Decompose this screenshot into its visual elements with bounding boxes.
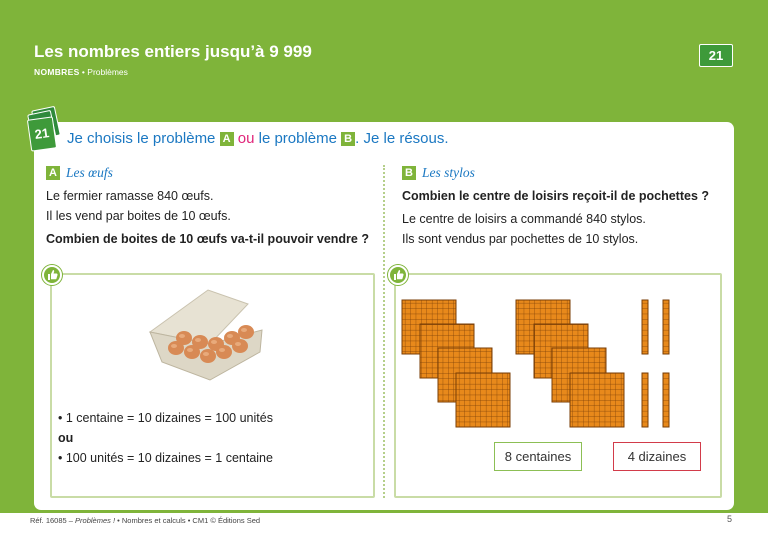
hint-or: ou bbox=[58, 431, 74, 445]
topic-label: Problèmes bbox=[87, 67, 128, 77]
exercise-number: 21 bbox=[27, 116, 57, 151]
cards-number-icon bbox=[26, 108, 62, 154]
letter-b-badge: B bbox=[341, 132, 355, 146]
problem-a-text1: Le fermier ramasse 840 œufs. bbox=[46, 189, 214, 203]
page-number-badge: 21 bbox=[699, 44, 733, 67]
footer-reference: Réf. 16085 – Problèmes ! • Nombres et calculs • CM1 © Éditions Sed bbox=[30, 516, 261, 525]
footer-page-number: 5 bbox=[727, 514, 733, 524]
egg-carton-image bbox=[140, 282, 270, 387]
instruction: Je choisis le problème A ou le problème B . Je le résous. bbox=[67, 130, 449, 147]
tens-label: 4 dizaines bbox=[613, 442, 701, 471]
hint-line-1: • 1 centaine = 10 dizaines = 100 unités bbox=[58, 411, 273, 425]
base-ten-blocks-image bbox=[400, 298, 700, 433]
problem-a-title: A Les œufs bbox=[46, 165, 113, 181]
problem-b-text2: Ils sont vendus par pochettes de 10 stylos. bbox=[402, 232, 639, 246]
problem-b-title: B Les stylos bbox=[402, 165, 475, 181]
ou-word: ou bbox=[233, 130, 259, 147]
hint-line-2: • 100 unités = 10 dizaines = 1 centaine bbox=[58, 451, 273, 465]
page-subtitle bbox=[34, 67, 128, 77]
thumbs-up-icon bbox=[388, 265, 408, 285]
letter-a-badge: A bbox=[220, 132, 234, 146]
problem-b-question: Combien le centre de loisirs reçoit-il de pochettes ? bbox=[402, 189, 710, 203]
problem-a-question: Combien de boites de 10 œufs va-t-il pouvoir vendre ? bbox=[46, 232, 369, 246]
category-label: NOMBRES bbox=[34, 67, 80, 77]
hundreds-label: 8 centaines bbox=[494, 442, 582, 471]
problem-b-text1: Le centre de loisirs a commandé 840 stylos. bbox=[402, 212, 646, 226]
column-divider bbox=[383, 165, 385, 498]
thumbs-up-icon bbox=[42, 265, 62, 285]
problem-a-text2: Il les vend par boites de 10 œufs. bbox=[46, 209, 231, 223]
page-title: Les nombres entiers jusqu’à 9 999 bbox=[34, 42, 312, 61]
subtitle-separator: • bbox=[81, 67, 85, 77]
